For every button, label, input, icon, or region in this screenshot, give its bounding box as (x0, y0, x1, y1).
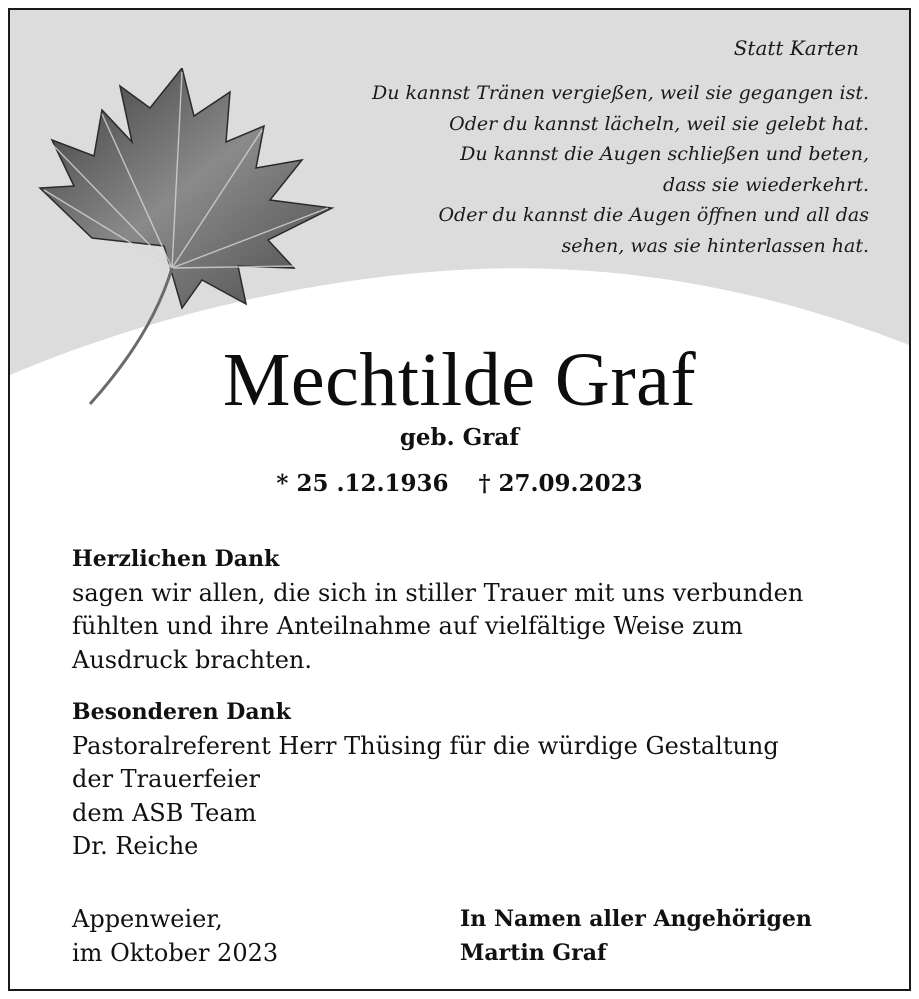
life-dates (10, 470, 909, 497)
thanks-section (72, 543, 803, 677)
obituary-card (8, 8, 911, 991)
thanks-line: sagen wir allen, die sich in stiller Trauer mit uns verbunden (72, 578, 804, 607)
special-thanks-line: Pastoralreferent Herr Thüsing für die würdige Gestaltung (72, 731, 779, 760)
signature-name: Martin Graf (460, 939, 607, 966)
signature (460, 903, 812, 970)
thanks-line: Ausdruck brachten. (72, 645, 312, 674)
poem-line: sehen, was sie hinterlassen hat. (561, 234, 869, 257)
birth-name: geb. Graf (399, 424, 520, 451)
place-date (72, 903, 278, 970)
special-thanks-line: der Trauerfeier (72, 765, 261, 793)
poem-line: Oder du kannst lächeln, weil sie gelebt hat. (449, 112, 869, 135)
statt-karten-label: Statt Karten (733, 36, 859, 60)
birth-date: * 25 .12.1936 (276, 470, 449, 497)
signature-line: In Namen aller Angehörigen (460, 906, 812, 932)
date-line: im Oktober 2023 (72, 938, 279, 967)
special-thanks-line: Dr. Reiche (72, 832, 199, 860)
special-thanks-section (72, 696, 779, 864)
deceased-name: Mechtilde Graf (222, 338, 697, 422)
poem (372, 78, 869, 261)
poem-line: Du kannst Tränen vergießen, weil sie gegangen ist. (371, 82, 869, 104)
place-line: Appenweier, (72, 905, 223, 933)
thanks-heading: Herzlichen Dank (72, 546, 280, 572)
special-thanks-heading: Besonderen Dank (72, 699, 291, 725)
poem-line: dass sie wiederkehrt. (663, 173, 869, 196)
poem-line: Du kannst die Augen schließen und beten, (460, 143, 869, 165)
death-date: † 27.09.2023 (478, 470, 643, 497)
thanks-line: fühlten und ihre Anteilnahme auf vielfältige Weise zum (72, 612, 743, 640)
special-thanks-line: dem ASB Team (72, 798, 257, 827)
poem-line: Oder du kannst die Augen öffnen und all das (438, 204, 869, 226)
